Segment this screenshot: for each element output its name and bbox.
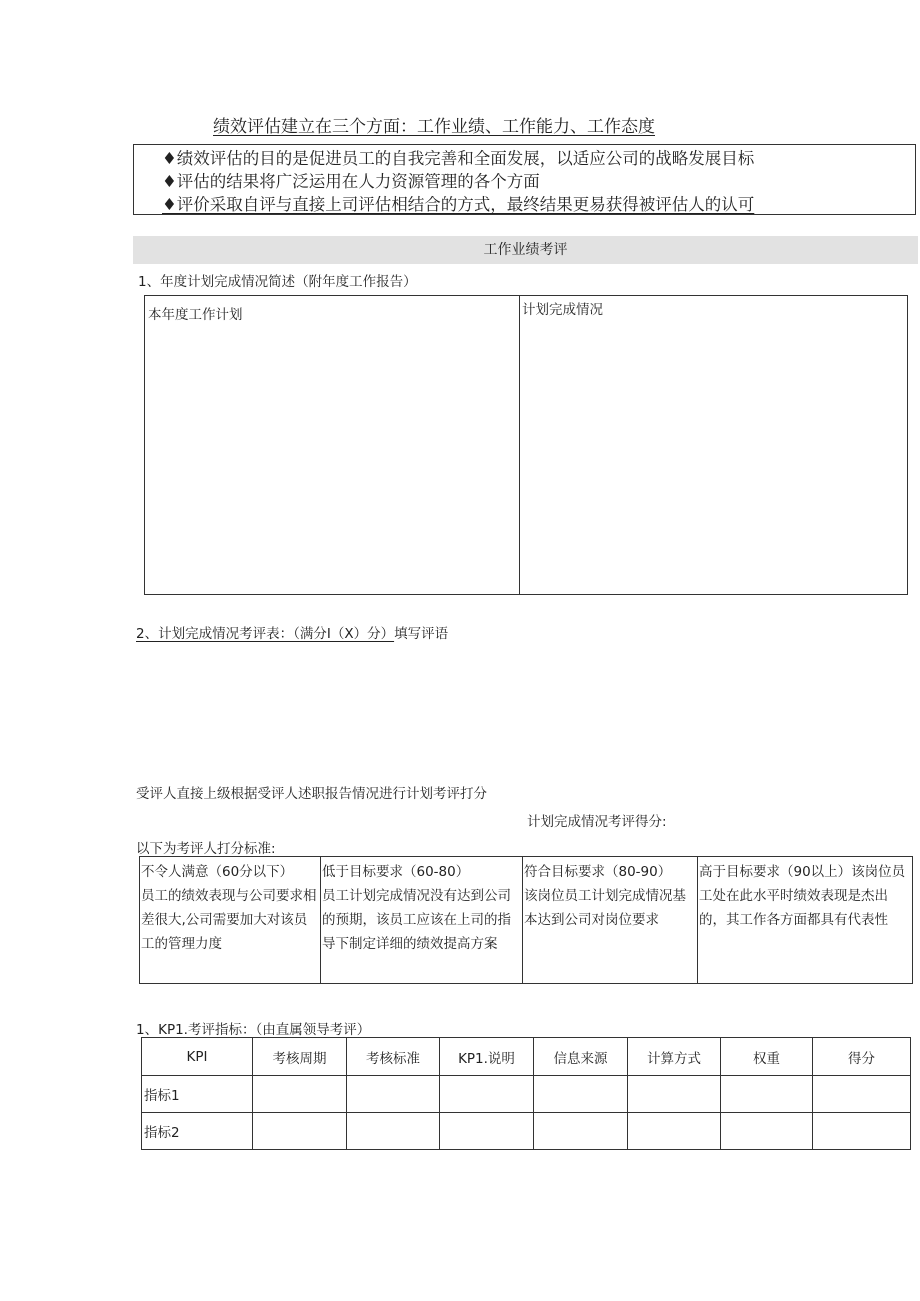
- intro-bullet: ♦绩效评估的目的是促进员工的自我完善和全面发展，以适应公司的战略发展目标: [162, 149, 755, 168]
- kpi-row: [142, 1076, 911, 1113]
- kpi-header-cell: 计算方式: [628, 1038, 721, 1076]
- score-label: 计划完成情况考评得分:: [527, 814, 667, 830]
- kpi-cell[interactable]: [813, 1113, 911, 1150]
- kpi-header-cell: 信息来源: [534, 1038, 628, 1076]
- kpi-header-row: [142, 1038, 911, 1076]
- criteria-intro: 以下为考评人打分标准:: [136, 841, 276, 857]
- item2-suffix: 填写评语: [394, 626, 449, 642]
- kpi-header-cell: 得分: [813, 1038, 911, 1076]
- kpi-header-cell: 考核周期: [253, 1038, 347, 1076]
- kpi-cell[interactable]: [721, 1076, 813, 1113]
- criteria-cell: [698, 857, 913, 984]
- criteria-desc: 该岗位员工计划完成情况基本达到公司对岗位要求: [524, 888, 686, 928]
- criteria-title: 高于目标要求（90以上）: [699, 864, 852, 880]
- intro-bullet: ♦评估的结果将广泛运用在人力资源管理的各个方面: [162, 172, 540, 191]
- criteria-desc: 员工的绩效表现与公司要求相差很大,公司需要加大对该员工的管理力度: [141, 888, 317, 952]
- kpi-cell[interactable]: [534, 1113, 628, 1150]
- item2-label: 2、计划完成情况考评表：（满分I（X）分）: [136, 626, 395, 642]
- plan-left-label: 本年度工作计划: [148, 307, 243, 323]
- criteria-desc: 该岗位员工处在此水平时绩效表现是杰出的，其工作各方面都具有代表性: [699, 864, 906, 928]
- criteria-cell: [321, 857, 523, 984]
- kpi-cell[interactable]: [347, 1076, 440, 1113]
- kpi-header-cell: 权重: [721, 1038, 813, 1076]
- criteria-title: 不令人满意（60分以下）: [141, 864, 294, 880]
- kpi-cell[interactable]: [534, 1076, 628, 1113]
- item2-label-row: [136, 622, 448, 642]
- criteria-table: [139, 856, 913, 984]
- intro-box: [133, 144, 916, 215]
- kpi-cell[interactable]: [721, 1113, 813, 1150]
- kpi-label: 1、KP1.考评指标：（由直属领导考评）: [136, 1022, 371, 1038]
- kpi-cell[interactable]: [253, 1113, 347, 1150]
- criteria-desc: 员工计划完成情况没有达到公司的预期，该员工应该在上司的指导下制定详细的绩效提高方案: [322, 888, 511, 952]
- kpi-cell[interactable]: [347, 1113, 440, 1150]
- page-heading: 绩效评估建立在三个方面：工作业绩、工作能力、工作态度: [213, 117, 655, 137]
- kpi-cell: 指标2: [142, 1113, 253, 1150]
- kpi-row: [142, 1113, 911, 1150]
- supervisor-note: 受评人直接上级根据受评人述职报告情况进行计划考评打分: [136, 786, 487, 802]
- criteria-cell: [140, 857, 321, 984]
- kpi-cell[interactable]: [440, 1076, 534, 1113]
- plan-box-divider: [519, 296, 520, 594]
- kpi-cell[interactable]: [628, 1076, 721, 1113]
- kpi-cell[interactable]: [628, 1113, 721, 1150]
- kpi-cell: 指标1: [142, 1076, 253, 1113]
- criteria-cell: [523, 857, 698, 984]
- kpi-cell[interactable]: [813, 1076, 911, 1113]
- section-title-band: 工作业绩考评: [133, 236, 918, 264]
- item1-label: 1、年度计划完成情况简述（附年度工作报告）: [138, 274, 417, 290]
- intro-bullet: ♦评价采取自评与直接上司评估相结合的方式，最终结果更易获得被评估人的认可: [162, 195, 755, 214]
- plan-box: [144, 295, 908, 595]
- kpi-header-cell: KPI: [142, 1038, 253, 1076]
- criteria-title: 符合目标要求（80-90）: [524, 864, 672, 880]
- kpi-cell[interactable]: [253, 1076, 347, 1113]
- kpi-header-cell: KP1.说明: [440, 1038, 534, 1076]
- criteria-row: [140, 857, 913, 984]
- kpi-cell[interactable]: [440, 1113, 534, 1150]
- plan-right-label: 计划完成情况: [522, 302, 603, 318]
- criteria-title: 低于目标要求（60-80）: [322, 864, 470, 880]
- kpi-table: [141, 1037, 911, 1150]
- kpi-header-cell: 考核标准: [347, 1038, 440, 1076]
